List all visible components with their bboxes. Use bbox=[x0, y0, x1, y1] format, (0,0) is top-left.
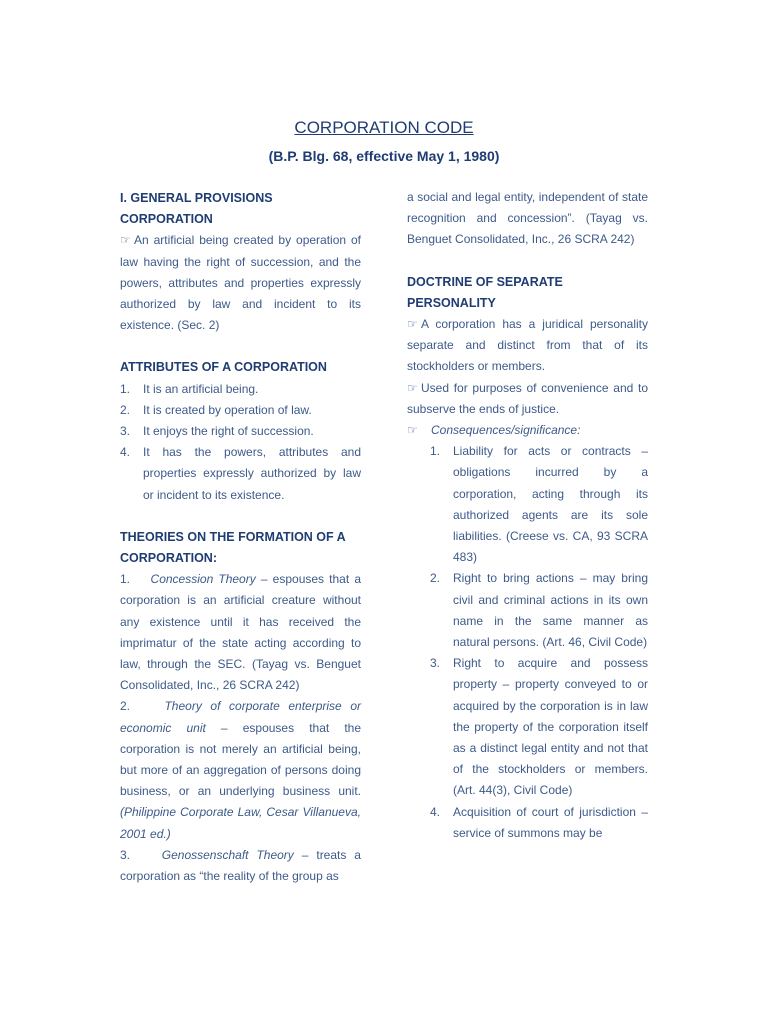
theory-name: Concession Theory bbox=[150, 572, 256, 587]
theory-genossenschaft bbox=[120, 845, 361, 887]
theory-text: – espouses that a corporation is an artificial creature without any existence until it has received the imprimatur of the state acting according to law, through the SEC. (Tayag vs. Benguet Consolidated, Inc., 26 SCRA 242) bbox=[120, 572, 361, 693]
list-number: 1. bbox=[120, 381, 131, 396]
list-number: 4. bbox=[120, 445, 131, 460]
theory-name: Genossenschaft Theory bbox=[161, 847, 294, 862]
list-text: Liability for acts or contracts – obligations incurred by a corporation, acting through its authorized agents are its sole liabilities. (Creese vs. CA, 93 SCRA 483) bbox=[453, 444, 648, 565]
list-number: 3. bbox=[430, 656, 441, 671]
theory-text: – espouses that the corporation is not merely an artificial being, but more of an aggregation of persons doing business, or an underlying business unit. bbox=[120, 720, 362, 799]
document-title: CORPORATION CODE bbox=[294, 118, 474, 137]
theory-name: Theory of corporate enterprise or economic unit bbox=[120, 699, 361, 735]
list-item bbox=[407, 802, 648, 844]
theory-number: 1. bbox=[120, 572, 131, 587]
doctrine-definition bbox=[407, 314, 648, 378]
list-item bbox=[120, 421, 361, 442]
corporation-definition bbox=[120, 230, 361, 336]
pointing-hand-icon: ☞ bbox=[407, 317, 418, 332]
consequences-label-text: Consequences/significance: bbox=[431, 423, 581, 438]
list-item bbox=[407, 653, 648, 801]
right-column bbox=[407, 187, 648, 844]
list-item bbox=[407, 441, 648, 568]
consequences-label bbox=[407, 420, 648, 441]
section-heading-general-provisions: I. GENERAL PROVISIONS bbox=[120, 191, 273, 205]
heading-attributes: ATTRIBUTES OF A CORPORATION bbox=[120, 360, 327, 375]
heading-theories: THEORIES ON THE FORMATION OF A CORPORATION: bbox=[120, 529, 346, 566]
corporation-definition-text: An artificial being created by operation of law having the right of succession, and the powers, attributes and properties expressly authorized by law and incident to its existence. (Sec. 2) bbox=[120, 233, 361, 333]
pointing-hand-icon: ☞ bbox=[407, 423, 418, 438]
list-text: It enjoys the right of succession. bbox=[143, 424, 314, 439]
list-text: Right to bring actions – may bring civil and criminal actions in its own name in the same manner as natural persons. (Art. 46, Civil Code) bbox=[453, 571, 648, 650]
document-subtitle: (B.P. Blg. 68, effective May 1, 1980) bbox=[268, 148, 500, 164]
list-text: It has the powers, attributes and properties expressly authorized by law or incident to its existence. bbox=[143, 445, 361, 502]
list-text: It is created by operation of law. bbox=[143, 402, 312, 417]
doctrine-definition-text: A corporation has a juridical personality separate and distinct from that of its stockholders or members. bbox=[407, 317, 648, 374]
theory-enterprise bbox=[120, 696, 361, 844]
list-text: Acquisition of court of jurisdiction – service of summons may be bbox=[453, 804, 648, 840]
list-item bbox=[120, 379, 361, 400]
list-item bbox=[120, 442, 361, 506]
heading-doctrine-separate-personality: DOCTRINE OF SEPARATE PERSONALITY bbox=[407, 274, 563, 310]
theory-concession bbox=[120, 569, 361, 696]
theory-citation: (Philippine Corporate Law, Cesar Villanueva, 2001 ed.) bbox=[120, 805, 361, 841]
theory-text: – treats a corporation as “the reality of the group as bbox=[120, 847, 361, 884]
list-number: 4. bbox=[430, 804, 441, 819]
continuation-text: a social and legal entity, independent of state recognition and concession”. (Tayag vs. Benguet Consolidated, Inc., 26 SCRA 242) bbox=[407, 190, 648, 247]
theory-number: 2. bbox=[120, 699, 131, 714]
list-item bbox=[407, 568, 648, 653]
pointing-hand-icon: ☞ bbox=[407, 380, 418, 395]
list-item bbox=[120, 400, 361, 421]
list-number: 1. bbox=[430, 444, 441, 459]
list-text: It is an artificial being. bbox=[143, 381, 259, 396]
doctrine-use-text: Used for purposes of convenience and to subserve the ends of justice. bbox=[407, 380, 648, 416]
list-text: Right to acquire and possess property – property conveyed to or acquired by the corporation is in law the property of the corporation itself as a distinct legal entity and not that of the stockholders or members. (Art. 44(3), Civil Code) bbox=[453, 656, 648, 798]
theory-number: 3. bbox=[120, 847, 131, 862]
doctrine-use bbox=[407, 378, 648, 420]
heading-corporation: CORPORATION bbox=[120, 212, 213, 227]
pointing-hand-icon: ☞ bbox=[120, 233, 131, 248]
list-number: 2. bbox=[430, 571, 441, 586]
list-number: 2. bbox=[120, 402, 131, 417]
left-column bbox=[120, 188, 361, 887]
list-number: 3. bbox=[120, 424, 131, 439]
